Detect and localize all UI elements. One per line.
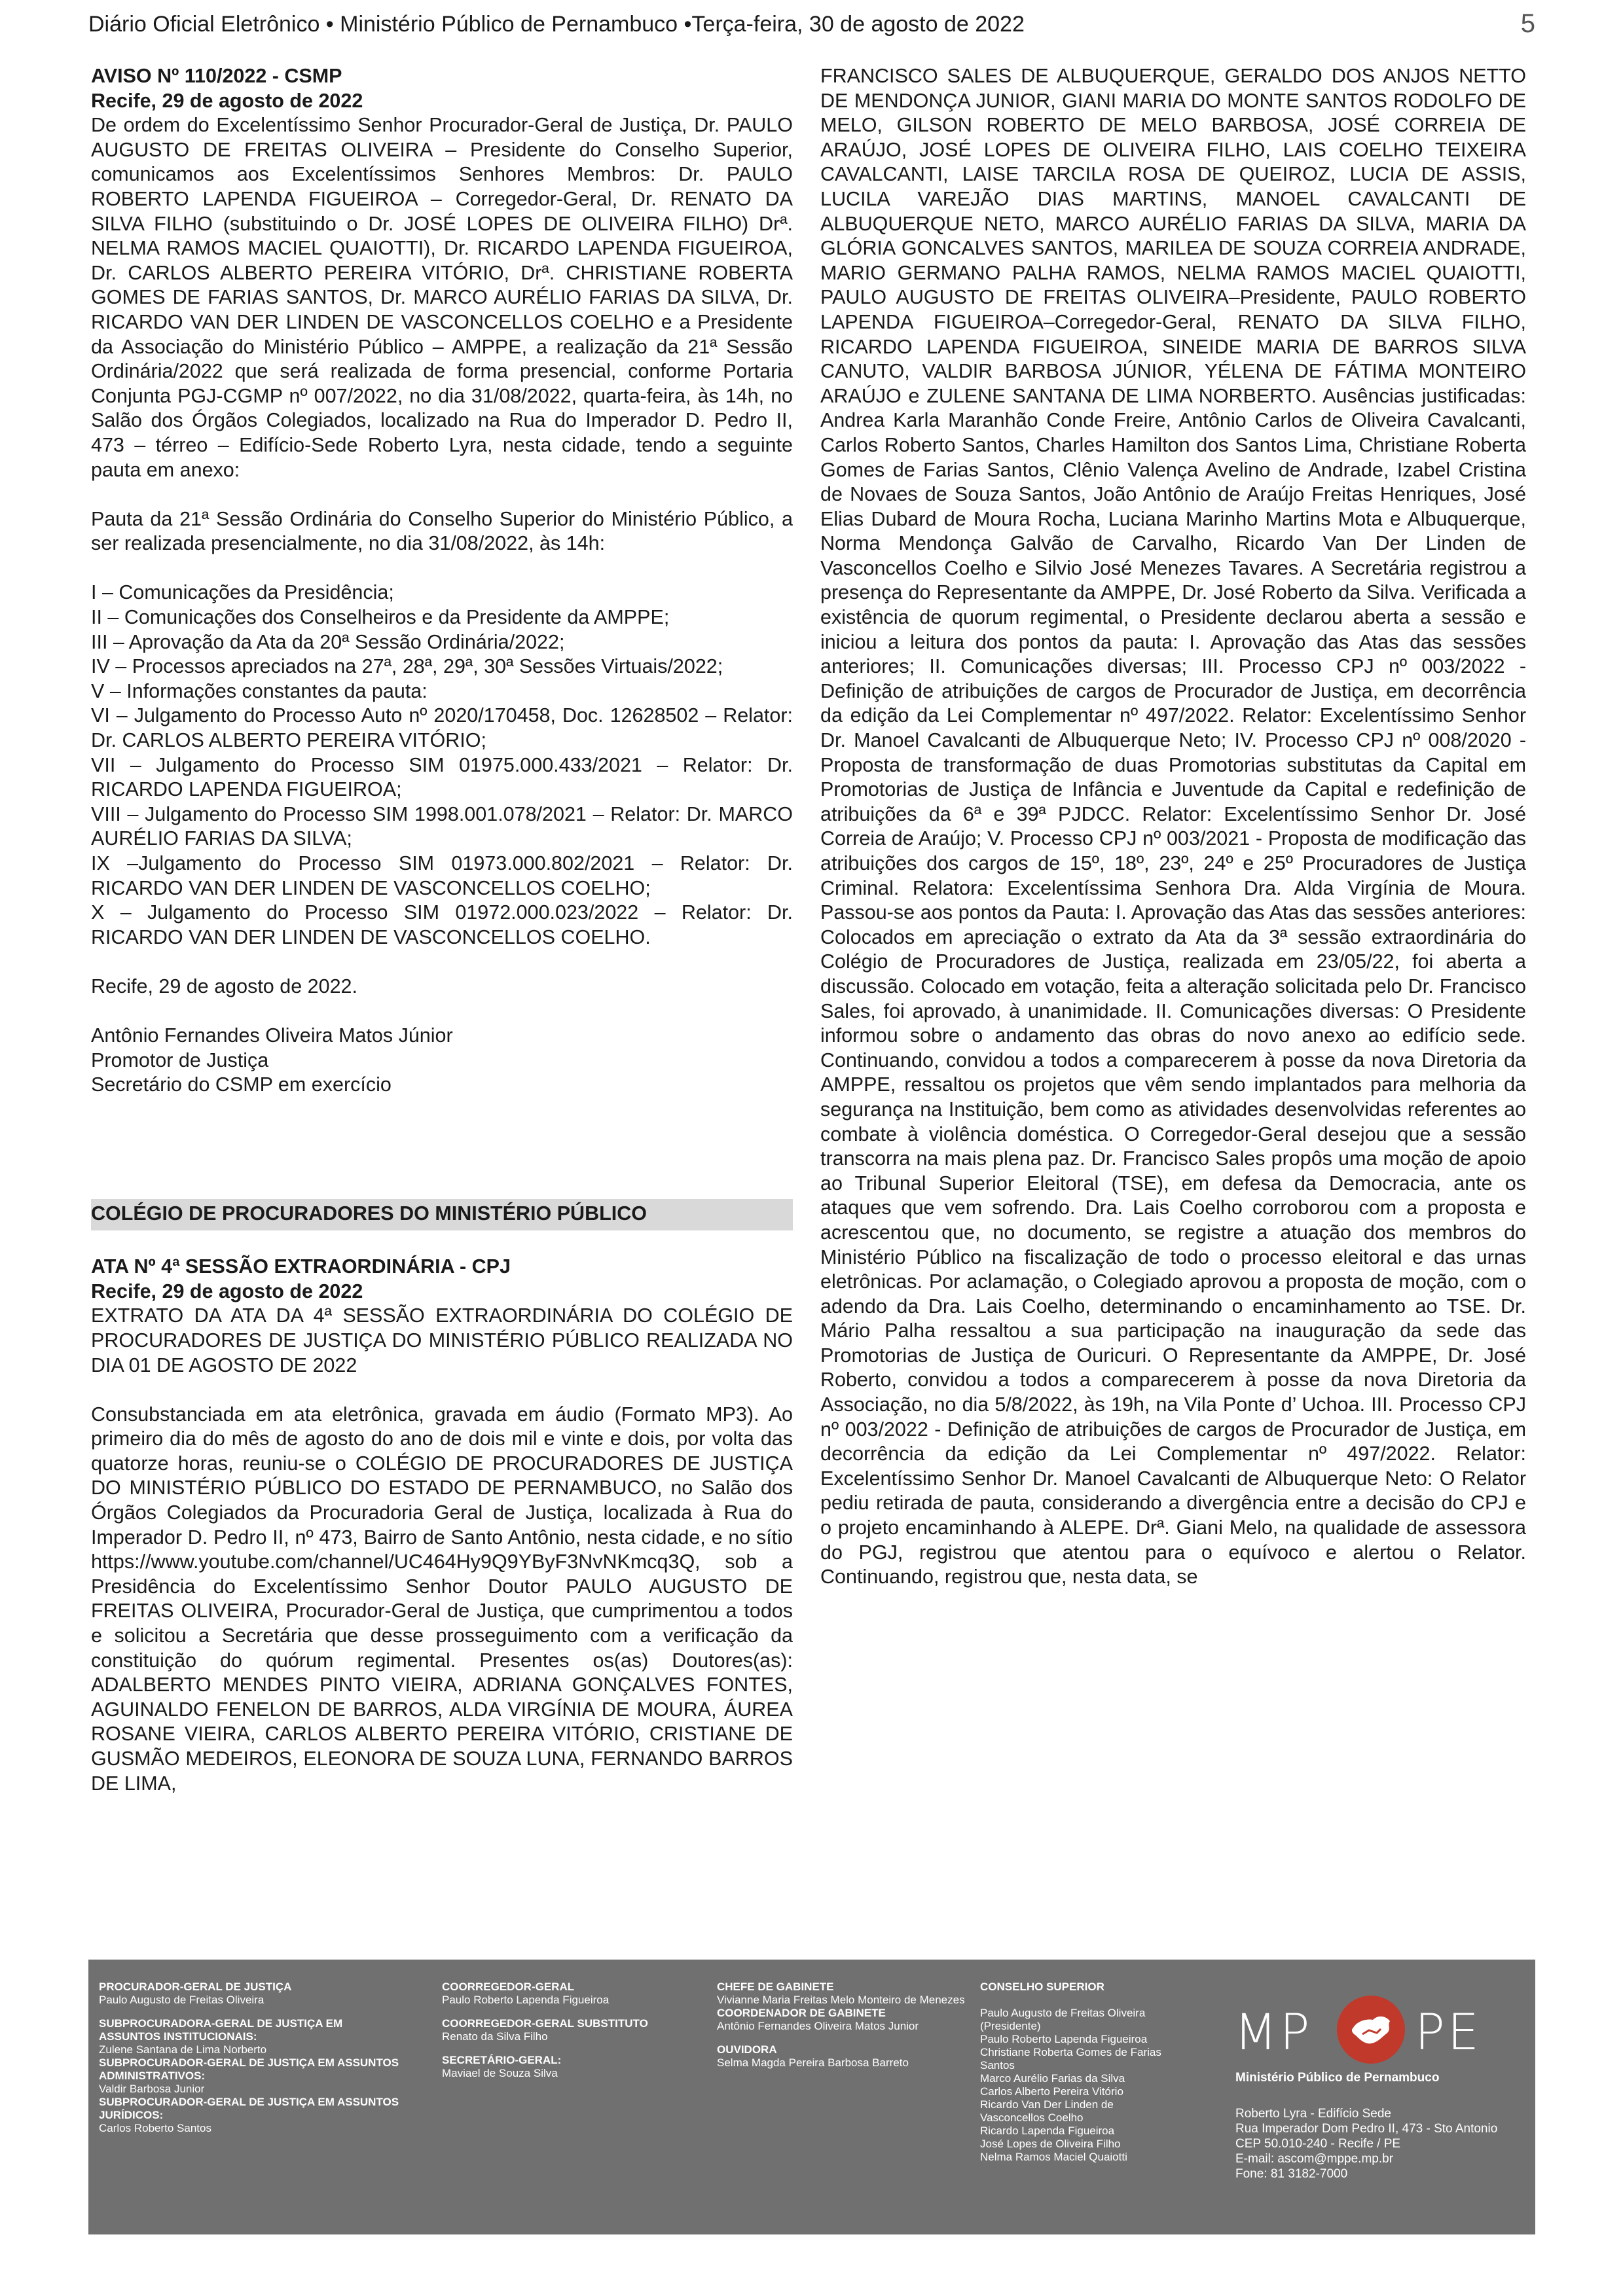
- footer-value: Vivianne Maria Freitas Melo Monteiro de Menezes: [717, 1994, 965, 2006]
- council-member: Vasconcellos Coelho: [980, 2111, 1084, 2124]
- ata-body-left: Consubstanciada em ata eletrônica, gravada em áudio (Formato MP3). Ao primeiro dia do mês de agosto do ano de dois mil e vinte e dois, por volta das quatorze horas, reuniu-se o COLÉGIO DE PROCURADORES DE JUSTIÇA DO MINISTÉRIO PÚBLICO DO ESTADO DE PERNAMBUCO, no Salão dos Órgãos Colegiados da Procuradoria Geral de Justiça, localizada à Rua do Imperador D. Pedro II, nº 473, Bairro de Santo Antônio, nesta cidade, e no sítio https://www.youtube.com/channel/UC464Hy9Q9YByF3NvNKmcq3Q, sob a Presidência do Excelentíssimo Senhor Doutor PAULO AUGUSTO DE FREITAS OLIVEIRA, Procurador-Geral de Justiça, que cumprimentou a todos e solicitou a Secretária que desse prosseguimento com a verificação da constituição do quórum regimental. Presentes os(as) Doutores(as): ADALBERTO MENDES PINTO VIEIRA, ADRIANA GONÇALVES FONTES, AGUINALDO FENELON DE BARROS, ALDA VIRGÍNIA DE MOURA, ÁUREA ROSANE VIEIRA, CARLOS ALBERTO PEREIRA VITÓRIO, CRISTIANE DE GUSMÃO MEDEIROS, ELEONORA DE SOUZA LUNA, FERNANDO BARROS DE LIMA,: [91, 1403, 793, 1795]
- page-number: 5: [1520, 9, 1535, 38]
- address-line: Rua Imperador Dom Pedro II, 473 - Sto Antonio: [1235, 2122, 1498, 2136]
- aviso-date: Recife, 29 de agosto de 2022: [91, 89, 363, 112]
- ata-title: ATA Nº 4ª SESSÃO EXTRAORDINÁRIA - CPJ: [91, 1255, 511, 1278]
- right-column: [820, 64, 1526, 1936]
- logo-pe-text: PE: [1415, 2003, 1482, 2061]
- footer-value: Zulene Santana de Lima Norberto: [99, 2043, 267, 2056]
- logo-mp-text: MP: [1234, 2003, 1313, 2061]
- council-member: José Lopes de Oliveira Filho: [980, 2138, 1121, 2150]
- header-title: Diário Oficial Eletrônico • Ministério Público de Pernambuco •Terça-feira, 30 de agosto de 2022: [88, 12, 1025, 37]
- email-line: E-mail: ascom@mppe.mp.br: [1235, 2152, 1394, 2166]
- extract-heading: EXTRATO DA ATA DA 4ª SESSÃO EXTRAORDINÁRIA DO COLÉGIO DE PROCURADORES DE JUSTIÇA DO MINISTÉRIO PÚBLICO REALIZADA NO DIA 01 DE AGOSTO DE 2022: [91, 1304, 793, 1376]
- council-member: Nelma Ramos Maciel Quaiotti: [980, 2151, 1127, 2163]
- footer-heading: COORREGEDOR-GERAL: [442, 1981, 575, 1993]
- section-heading: COLÉGIO DE PROCURADORES DO MINISTÉRIO PÚBLICO: [91, 1199, 793, 1230]
- pauta-item: VIII – Julgamento do Processo SIM 1998.001.078/2021 – Relator: Dr. MARCO AURÉLIO FARIAS DA SILVA;: [91, 802, 793, 850]
- pauta-item: III – Aprovação da Ata da 20ª Sessão Ordinária/2022;: [91, 630, 565, 653]
- council-member: (Presidente): [980, 2020, 1041, 2032]
- council-member: Santos: [980, 2059, 1015, 2072]
- pauta-item: VI – Julgamento do Processo Auto nº 2020/170458, Doc. 12628502 – Relator: Dr. CARLOS ALBERTO PEREIRA VITÓRIO;: [91, 704, 793, 752]
- footer-value: Valdir Barbosa Junior: [99, 2083, 205, 2095]
- address-line: Roberto Lyra - Edifício Sede: [1235, 2107, 1391, 2121]
- aviso-title: AVISO Nº 110/2022 - CSMP: [91, 65, 342, 87]
- council-member: Paulo Roberto Lapenda Figueiroa: [980, 2033, 1148, 2045]
- council-member: Carlos Alberto Pereira Vitório: [980, 2085, 1123, 2098]
- page-header: [88, 9, 1535, 50]
- footer-column-corregedoria: [442, 1981, 704, 2090]
- footer-heading: COORDENADOR DE GABINETE: [717, 2007, 886, 2019]
- address-block: [1235, 2106, 1497, 2181]
- council-member: Ricardo Van Der Linden de: [980, 2098, 1114, 2111]
- footer-value: Paulo Roberto Lapenda Figueiroa: [442, 1994, 610, 2006]
- phone-line: Fone: 81 3182-7000: [1235, 2167, 1348, 2181]
- footer-heading: PROCURADOR-GERAL DE JUSTIÇA: [99, 1981, 292, 1993]
- footer-heading: CHEFE DE GABINETE: [717, 1981, 834, 1993]
- pauta-item: I – Comunicações da Presidência;: [91, 581, 394, 604]
- left-column: [91, 64, 793, 1936]
- footer-value: Carlos Roberto Santos: [99, 2122, 211, 2134]
- state-map-seal-icon: [1335, 1994, 1407, 2066]
- council-member: Christiane Roberta Gomes de Farias: [980, 2046, 1161, 2058]
- pauta-item: IX –Julgamento do Processo SIM 01973.000.802/2021 – Relator: Dr. RICARDO VAN DER LINDEN DE VASCONCELLOS COELHO;: [91, 852, 793, 899]
- footer-heading: OUVIDORA: [717, 2043, 777, 2056]
- ata-date: Recife, 29 de agosto de 2022: [91, 1280, 363, 1302]
- pauta-intro: Pauta da 21ª Sessão Ordinária do Conselho Superior do Ministério Público, a ser realizada presencialmente, no dia 31/08/2022, às 14h:: [91, 507, 793, 555]
- signer-name: Antônio Fernandes Oliveira Matos Júnior: [91, 1024, 453, 1047]
- footer-value: Maviael de Souza Silva: [442, 2067, 558, 2079]
- mppe-logo: [1234, 1994, 1522, 2085]
- pauta-item: VII – Julgamento do Processo SIM 01975.000.433/2021 – Relator: Dr. RICARDO LAPENDA FIGUEIROA;: [91, 753, 793, 801]
- council-member: Ricardo Lapenda Figueiroa: [980, 2125, 1115, 2137]
- aviso-body: De ordem do Excelentíssimo Senhor Procurador-Geral de Justiça, Dr. PAULO AUGUSTO DE FREITAS OLIVEIRA – Presidente do Conselho Superior, comunicamos aos Excelentíssimos Senhores Membros: Dr. PAULO ROBERTO LAPENDA FIGUEIROA – Corregedor-Geral, Dr. RENATO DA SILVA FILHO (substituindo o Dr. JOSÉ LOPES DE OLIVEIRA FILHO) Drª. NELMA RAMOS MACIEL QUAIOTTI), Dr. RICARDO LAPENDA FIGUEIROA, Dr. CARLOS ALBERTO PEREIRA VITÓRIO, Drª. CHRISTIANE ROBERTA GOMES DE FARIAS SANTOS, Dr. MARCO AURÉLIO FARIAS DA SILVA, Dr. RICARDO VAN DER LINDEN DE VASCONCELLOS COELHO e a Presidente da Associação do Ministério Público – AMPPE, a realização da 21ª Sessão Ordinária/2022 que será realizada de forma presencial, conforme Portaria Conjunta PGJ-CGMP nº 007/2022, no dia 31/08/2022, quarta-feira, às 14h, no Salão dos Órgãos Colegiados, localizado na Rua do Imperador D. Pedro II, 473 – térreo – Edifício-Sede Roberto Lyra, nesta cidade, tendo a seguinte pauta em anexo:: [91, 114, 793, 481]
- address-line: CEP 50.010-240 - Recife / PE: [1235, 2137, 1401, 2151]
- footer-heading: COORREGEDOR-GERAL SUBSTITUTO: [442, 2017, 648, 2030]
- pauta-item: IV – Processos apreciados na 27ª, 28ª, 29ª, 30ª Sessões Virtuais/2022;: [91, 655, 723, 678]
- footer-heading: SUBPROCURADORA-GERAL DE JUSTIÇA EM ASSUNTOS INSTITUCIONAIS:: [99, 2017, 343, 2043]
- pauta-item: II – Comunicações dos Conselheiros e da Presidente da AMPPE;: [91, 606, 670, 629]
- footer: [88, 1960, 1535, 2234]
- logo-caption: Ministério Público de Pernambuco: [1235, 2071, 1440, 2085]
- footer-heading: CONSELHO SUPERIOR: [980, 1981, 1104, 1993]
- closing-date: Recife, 29 de agosto de 2022.: [91, 975, 357, 997]
- signer-role: Promotor de Justiça: [91, 1049, 269, 1071]
- footer-column-gabinete: [717, 1981, 972, 2080]
- footer-column-conselho: [980, 1981, 1262, 2164]
- footer-heading: SUBPROCURADOR-GERAL DE JUSTIÇA EM ASSUNTOS JURÍDICOS:: [99, 2096, 399, 2121]
- footer-heading: SECRETÁRIO-GERAL:: [442, 2054, 562, 2066]
- footer-value: Paulo Augusto de Freitas Oliveira: [99, 1994, 264, 2006]
- pauta-item: V – Informações constantes da pauta:: [91, 679, 428, 702]
- council-member: Paulo Augusto de Freitas Oliveira: [980, 2007, 1146, 2019]
- council-member: Marco Aurélio Farias da Silva: [980, 2072, 1125, 2085]
- footer-value: Selma Magda Pereira Barbosa Barreto: [717, 2056, 909, 2069]
- footer-column-leadership: [99, 1981, 407, 2135]
- ata-body-right: FRANCISCO SALES DE ALBUQUERQUE, GERALDO DOS ANJOS NETTO DE MENDONÇA JUNIOR, GIANI MARIA DO MONTE SANTOS RODOLFO DE MELO, GILSON ROBERTO DE MELO BARBOSA, JOSÉ CORREIA DE ARAÚJO, JOSÉ LOPES DE OLIVEIRA FILHO, LAIS COELHO TEIXEIRA CAVALCANTI, LAISE TARCILA ROSA DE QUEIROZ, LUCIA DE ASSIS, LUCILA VAREJÃO DIAS MARTINS, MANOEL CAVALCANTI DE ALBUQUERQUE NETO, MARCO AURÉLIO FARIAS DA SILVA, MARIA DA GLÓRIA GONCALVES SANTOS, MARILEA DE SOUZA CORREIA ANDRADE, MARIO GERMANO PALHA RAMOS, NELMA RAMOS MACIEL QUAIOTTI, PAULO AUGUSTO DE FREITAS OLIVEIRA–Presidente, PAULO ROBERTO LAPENDA FIGUEIROA–Corregedor-Geral, RENATO DA SILVA FILHO, RICARDO LAPENDA FIGUEIROA, SINEIDE MARIA DE BARROS SILVA CANUTO, VALDIR BARBOSA JÚNIOR, YÉLENA DE FÁTIMA MONTEIRO ARAÚJO e ZULENE SANTANA DE LIMA NORBERTO. Ausências justificadas: Andrea Karla Maranhão Conde Freire, Antônio Carlos de Oliveira Cavalcanti, Carlos Roberto Santos, Charles Hamilton dos Santos Lima, Christiane Roberta Gomes de Farias Santos, Clênio Valença Avelino de Andrade, Izabel Cristina de Novaes de Souza Santos, João Antônio de Araújo Freitas Henriques, José Elias Dubard de Moura Rocha, Luciana Marinho Martins Mota e Albuquerque, Norma Mendonça Galvão de Carvalho, Ricardo Van Der Linden de Vasconcellos Coelho e Silvio José Menezes Tavares. A Secretária registrou a presença do Representante da AMPPE, Dr. José Roberto da Silva. Verificada a existência de quorum regimental, o Presidente declarou aberta a sessão e iniciou a leitura dos pontos da pauta: I. Aprovação das Atas das sessões anteriores; II. Comunicações diversas; III. Processo CPJ nº 003/2022 - Definição de atribuições de cargos de Procurador de Justiça, em decorrência da edição da Lei Complementar nº 497/2022. Relator: Excelentíssimo Senhor Dr. Manoel Cavalcanti de Albuquerque Neto; IV. Processo CPJ nº 008/2020 - Proposta de transformação de duas Promotorias substitutas da Capital em Promotorias de Justiça de Infância e Juventude da Capital e redefinição de atribuições da 6ª e 39ª PJDCC. Relator: Excelentíssimo Senhor Dr. José Correia de Araújo; V. Processo CPJ nº 003/2021 - Proposta de modificação das atribuições dos cargos de 15º, 18º, 23º, 24º e 25º Procuradores de Justiça Criminal. Relatora: Excelentíssima Senhora Dra. Alda Virgínia de Moura. Passou-se aos pontos da Pauta: I. Aprovação das Atas das sessões anteriores: Colocados em apreciação o extrato da Ata da 3ª sessão extraordinária do Colégio de Procuradores de Justiça, realizada em 23/05/22, foi aberta a discussão. Colocado em votação, feita a alteração solicitada pelo Dr. Francisco Sales, foi aprovado, à unanimidade. II. Comunicações diversas: O Presidente informou sobre o andamento das obras do novo anexo ao edifício sede. Continuando, convidou a todos a comparecerem à posse da nova Diretoria da AMPPE, ressaltou os projetos que vêm sendo implantados para melhoria da segurança na Instituição, bem como as atividades desenvolvidas referentes ao combate à violência doméstica. O Corregedor-Geral desejou que a sessão transcorra na mais plena paz. Dr. Francisco Sales propôs uma moção de apoio ao Tribunal Superior Eleitoral (TSE), em defesa da Democracia, ante os ataques que vem sofrendo. Dra. Lais Coelho corroborou com a proposta e acrescentou que, no documento, se registre a atuação dos membros do Ministério Público na fiscalização de todo o processo eleitoral e das urnas eletrônicas. Por aclamação, o Colegiado aprovou a proposta de moção, com o adendo da Dra. Lais Coelho, determinando o encaminhamento ao TSE. Dr. Mário Palha ressaltou a sua participação na inauguração da sede das Promotorias de Justiça de Ouricuri. O Representante da AMPPE, Dr. José Roberto, convidou a todos a comparecerem à posse da nova Diretoria da Associação, no dia 5/8/2022, às 19h, na Vila Ponte d’ Uchoa. III. Processo CPJ nº 003/2022 - Definição de atribuições de cargos de Procurador de Justiça, em decorrência da edição da Lei Complementar nº 497/2022. Relator: Excelentíssimo Senhor Dr. Manoel Cavalcanti de Albuquerque Neto: O Relator pediu retirada de pauta, considerando a divergência entre a decisão do CPJ e o projeto encaminhando à ALEPE. Drª. Giani Melo, na qualidade de assessora do PGJ, registrou que atentou para o equívoco e alertou o Relator. Continuando, registrou que, nesta data, se: [820, 65, 1526, 1588]
- footer-value: Antônio Fernandes Oliveira Matos Junior: [717, 2020, 919, 2032]
- footer-value: Renato da Silva Filho: [442, 2030, 548, 2043]
- signer-office: Secretário do CSMP em exercício: [91, 1073, 392, 1096]
- footer-heading: SUBPROCURADOR-GERAL DE JUSTIÇA EM ASSUNTOS ADMINISTRATIVOS:: [99, 2056, 399, 2082]
- pauta-item: X – Julgamento do Processo SIM 01972.000.023/2022 – Relator: Dr. RICARDO VAN DER LINDEN DE VASCONCELLOS COELHO.: [91, 901, 793, 948]
